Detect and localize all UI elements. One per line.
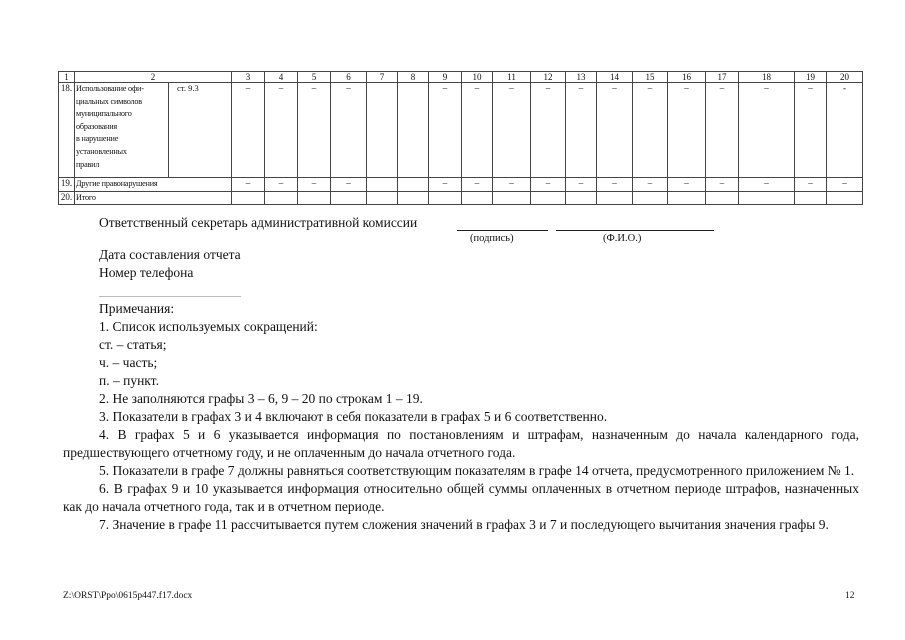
report-date-label: Дата составления отчета bbox=[99, 247, 241, 262]
data-cell bbox=[795, 191, 827, 205]
secretary-label: Ответственный секретарь административной комиссии bbox=[99, 215, 418, 230]
note-item: 3. Показатели в графах 3 и 4 включают в себя показатели в графах 5 и 6 соответственно. bbox=[99, 409, 608, 424]
data-cell: – bbox=[668, 178, 706, 192]
data-cell: – bbox=[429, 83, 462, 178]
header-cell: 1 bbox=[59, 72, 75, 83]
header-cell: 8 bbox=[398, 72, 429, 83]
data-cell bbox=[706, 191, 739, 205]
data-cell: – bbox=[429, 178, 462, 192]
offense-name-line: правил bbox=[76, 159, 100, 169]
data-cell bbox=[493, 191, 531, 205]
data-cell: – bbox=[298, 178, 331, 192]
data-cell bbox=[398, 83, 429, 178]
notes-title: Примечания: bbox=[99, 301, 175, 316]
data-cell: – bbox=[597, 83, 633, 178]
data-cell: – bbox=[739, 83, 795, 178]
notes-block bbox=[63, 300, 859, 534]
note-item: 4. В графах 5 и 6 указывается информация по постановлениям и штрафам, назначенным до начала календарного года, предшествующего отчетному году, и не оплаченным до начала отчетного года. bbox=[63, 427, 859, 460]
data-cell bbox=[633, 191, 668, 205]
fio-line bbox=[556, 216, 714, 231]
data-cell: – bbox=[597, 178, 633, 192]
phone-label: Номер телефона bbox=[99, 265, 194, 280]
header-cell: 20 bbox=[827, 72, 863, 83]
data-cell: – bbox=[232, 178, 265, 192]
data-cell: – bbox=[298, 83, 331, 178]
offense-name-line: муниципального bbox=[76, 109, 132, 119]
offense-name-line: образования bbox=[76, 121, 117, 131]
table-row bbox=[59, 83, 863, 178]
data-cell bbox=[531, 191, 566, 205]
data-cell: – bbox=[633, 83, 668, 178]
data-cell bbox=[398, 178, 429, 192]
header-cell: 10 bbox=[462, 72, 493, 83]
data-cell: – bbox=[795, 83, 827, 178]
data-cell bbox=[367, 178, 398, 192]
data-cell: – bbox=[566, 83, 597, 178]
data-cell bbox=[462, 191, 493, 205]
data-cell: – bbox=[566, 178, 597, 192]
data-cell: – bbox=[739, 178, 795, 192]
data-cell: – bbox=[331, 178, 367, 192]
data-cell bbox=[331, 191, 367, 205]
row-number: 19. bbox=[59, 178, 75, 192]
data-cell: – bbox=[531, 83, 566, 178]
data-cell: – bbox=[462, 83, 493, 178]
header-cell: 16 bbox=[668, 72, 706, 83]
offense-name-line: установленных bbox=[76, 146, 127, 156]
header-cell: 2 bbox=[75, 72, 232, 83]
report-table bbox=[58, 71, 863, 205]
data-cell bbox=[367, 191, 398, 205]
offense-name-line: в нарушение bbox=[76, 134, 119, 144]
data-cell: – bbox=[795, 178, 827, 192]
signature-line bbox=[457, 216, 548, 231]
data-cell bbox=[597, 191, 633, 205]
signature-caption: (подпись) bbox=[470, 233, 514, 244]
data-cell bbox=[232, 191, 265, 205]
data-cell: – bbox=[265, 178, 298, 192]
footnote-separator bbox=[99, 296, 241, 297]
data-cell bbox=[739, 191, 795, 205]
header-cell: 18 bbox=[739, 72, 795, 83]
note-item: ст. – статья; bbox=[99, 337, 167, 352]
data-cell: – bbox=[265, 83, 298, 178]
data-cell: – bbox=[827, 178, 863, 192]
page-number: 12 bbox=[845, 591, 855, 601]
header-cell: 3 bbox=[232, 72, 265, 83]
data-cell: – bbox=[633, 178, 668, 192]
offense-name bbox=[75, 83, 169, 178]
header-cell: 9 bbox=[429, 72, 462, 83]
header-cell: 17 bbox=[706, 72, 739, 83]
table-header-row bbox=[59, 72, 863, 83]
note-item: 7. Значение в графе 11 рассчитывается путем сложения значений в графах 3 и 7 и последующего вычитания значения графы 9. bbox=[99, 517, 829, 532]
note-item: п. – пункт. bbox=[99, 373, 159, 388]
data-cell: – bbox=[493, 178, 531, 192]
note-item: ч. – часть; bbox=[99, 355, 158, 370]
offense-name-line: Использование офи- bbox=[76, 84, 144, 93]
row-number: 18. bbox=[59, 83, 75, 178]
header-cell: 6 bbox=[331, 72, 367, 83]
header-cell: 13 bbox=[566, 72, 597, 83]
data-cell bbox=[566, 191, 597, 205]
data-cell: – bbox=[706, 178, 739, 192]
data-cell bbox=[398, 191, 429, 205]
header-cell: 4 bbox=[265, 72, 298, 83]
article-reference: ст. 9.3 bbox=[169, 83, 232, 178]
data-cell bbox=[668, 191, 706, 205]
file-path: Z:\ORST\Ppo\0615p447.f17.docx bbox=[63, 591, 193, 601]
header-cell: 14 bbox=[597, 72, 633, 83]
offense-name: Итого bbox=[75, 191, 232, 205]
data-cell: - bbox=[827, 83, 863, 178]
data-cell: – bbox=[462, 178, 493, 192]
header-cell: 7 bbox=[367, 72, 398, 83]
data-cell: – bbox=[493, 83, 531, 178]
header-cell: 11 bbox=[493, 72, 531, 83]
note-item: 1. Список используемых сокращений: bbox=[99, 319, 318, 334]
fio-caption: (Ф.И.О.) bbox=[603, 233, 642, 244]
table-row bbox=[59, 178, 863, 192]
note-item: 5. Показатели в графе 7 должны равняться соответствующим показателям в графе 14 отчета, предусмотренного приложением № 1. bbox=[99, 463, 855, 478]
header-cell: 12 bbox=[531, 72, 566, 83]
header-cell: 5 bbox=[298, 72, 331, 83]
data-cell bbox=[429, 191, 462, 205]
data-cell bbox=[265, 191, 298, 205]
table-row bbox=[59, 191, 863, 205]
data-cell: – bbox=[232, 83, 265, 178]
note-item: 2. Не заполняются графы 3 – 6, 9 – 20 по строкам 1 – 19. bbox=[99, 391, 423, 406]
data-cell: – bbox=[706, 83, 739, 178]
data-cell bbox=[367, 83, 398, 178]
data-cell: – bbox=[331, 83, 367, 178]
header-cell: 19 bbox=[795, 72, 827, 83]
data-cell bbox=[298, 191, 331, 205]
note-item: 6. В графах 9 и 10 указывается информация относительно общей суммы оплаченных в отчетном периоде штрафов, назначенных как до начала отчетного года, так и в отчетном периоде. bbox=[63, 481, 859, 514]
data-cell: – bbox=[668, 83, 706, 178]
data-cell: – bbox=[531, 178, 566, 192]
row-number: 20. bbox=[59, 191, 75, 205]
offense-name-line: циальных символов bbox=[76, 96, 142, 106]
offense-name: Другие правонарушения bbox=[75, 178, 232, 192]
header-cell: 15 bbox=[633, 72, 668, 83]
data-cell bbox=[827, 191, 863, 205]
